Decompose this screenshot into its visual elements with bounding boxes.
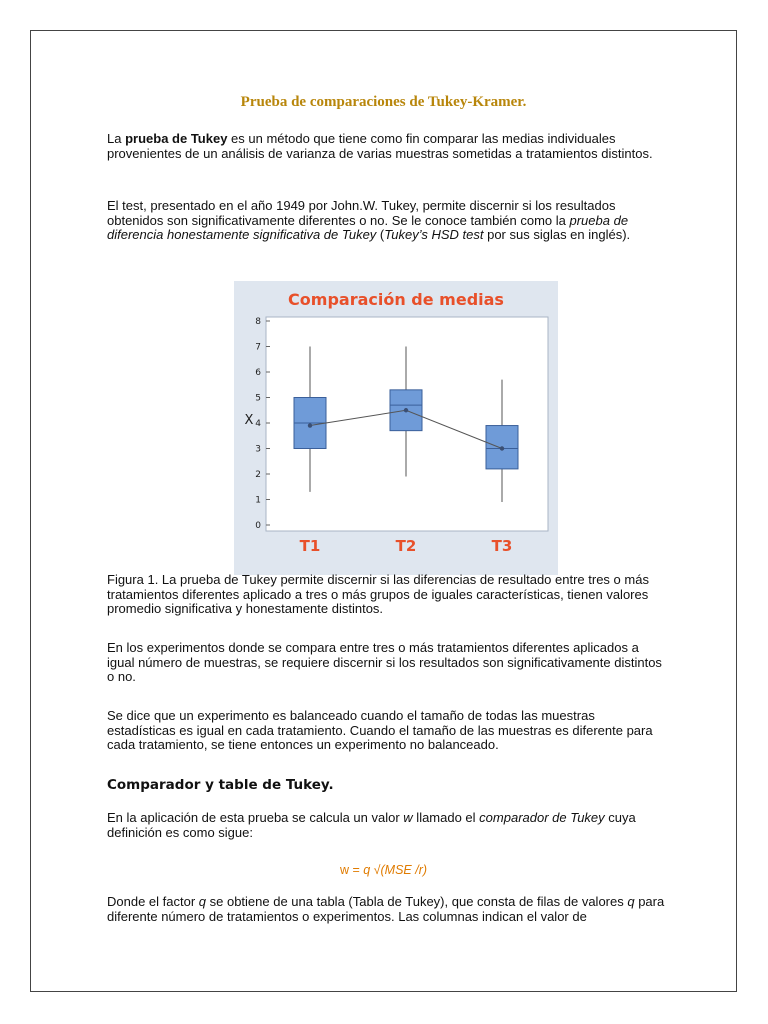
paragraph-q-factor bbox=[107, 895, 667, 924]
text-run: El test, presentado en el año 1949 por John.W. Tukey, permite discernir si los resultados obtenidos son significativamente diferentes o no. Se le conoce también como la bbox=[107, 198, 616, 228]
formula-rhs: q √(MSE /r) bbox=[363, 863, 428, 877]
y-tick-label: 1 bbox=[255, 495, 261, 506]
paragraph-intro bbox=[107, 132, 667, 161]
tukey-formula bbox=[31, 863, 736, 877]
bold-term: prueba de Tukey bbox=[125, 131, 228, 146]
italic-term: w bbox=[403, 810, 413, 825]
paragraph-comparator bbox=[107, 811, 667, 840]
y-tick-label: 5 bbox=[255, 393, 261, 404]
x-tick-label: T1 bbox=[299, 537, 321, 555]
italic-term: Tukey’s HSD test bbox=[384, 227, 484, 242]
document-page bbox=[30, 30, 737, 992]
text-run: ( bbox=[376, 227, 385, 242]
text-run: llamado el bbox=[412, 810, 480, 825]
y-tick-label: 6 bbox=[255, 368, 261, 378]
y-tick-label: 4 bbox=[255, 419, 261, 429]
italic-term: prueba de diferencia honestamente significativa de Tukey bbox=[107, 212, 629, 242]
chart-title: Comparación de medias bbox=[288, 290, 504, 309]
y-tick-label: 3 bbox=[255, 444, 261, 455]
y-tick-label: 2 bbox=[255, 470, 261, 480]
italic-term: comparador de Tukey bbox=[479, 810, 605, 825]
text-run: para diferente número de tratamientos o experimentos. Las columnas indican el valor de bbox=[107, 894, 665, 924]
text-run: es un método que tiene como fin comparar las medias individuales provenientes de un análisis de varianza de varias muestras sometidas a tratamientos distintos. bbox=[107, 131, 653, 161]
x-tick-label: T3 bbox=[491, 537, 513, 555]
text-run: se obtiene de una tabla (Tabla de Tukey), que consta de filas de valores bbox=[206, 894, 628, 909]
text-run: Donde el factor bbox=[107, 894, 199, 909]
text-run: cuya definición es como sigue: bbox=[107, 810, 636, 840]
x-tick-label: T2 bbox=[395, 537, 417, 555]
formula-lhs: w = bbox=[339, 863, 364, 877]
y-axis-label: X bbox=[244, 413, 254, 428]
mean-point bbox=[308, 423, 312, 427]
mean-point bbox=[404, 408, 408, 412]
italic-term: q bbox=[198, 894, 207, 909]
section-heading: Comparador y table de Tukey. bbox=[107, 777, 334, 793]
figure-boxplot bbox=[234, 281, 558, 575]
figure-caption: Figura 1. La prueba de Tukey permite discernir si las diferencias de resultado entre tres o más tratamientos diferentes aplicado a tres o más grupos de iguales características, tienen valores promedio significativa y honestamente distintos. bbox=[107, 572, 649, 616]
y-tick-label: 7 bbox=[255, 342, 261, 353]
mean-point bbox=[500, 446, 504, 450]
page-title: Prueba de comparaciones de Tukey-Kramer. bbox=[240, 94, 527, 110]
text-run: En la aplicación de esta prueba se calcula un valor bbox=[107, 810, 404, 825]
italic-term: q bbox=[627, 894, 635, 909]
text-run: La bbox=[107, 131, 126, 146]
text-run: por sus siglas en inglés). bbox=[483, 227, 631, 242]
boxplot-chart bbox=[234, 281, 558, 575]
paragraph-experiments: En los experimentos donde se compara entre tres o más tratamientos diferentes aplicados a igual número de muestras, se requiere discernir si los resultados son significativamente distintos o no. bbox=[107, 640, 662, 684]
y-tick-label: 0 bbox=[255, 521, 261, 531]
y-tick-label: 8 bbox=[255, 317, 261, 327]
paragraph-history bbox=[107, 199, 667, 243]
paragraph-balanced: Se dice que un experimento es balanceado cuando el tamaño de todas las muestras estadísticas es igual en cada tratamiento. Cuando el tamaño de las muestras es diferente para cada tratamiento, se tiene entonces un experimento no balanceado. bbox=[107, 708, 653, 752]
